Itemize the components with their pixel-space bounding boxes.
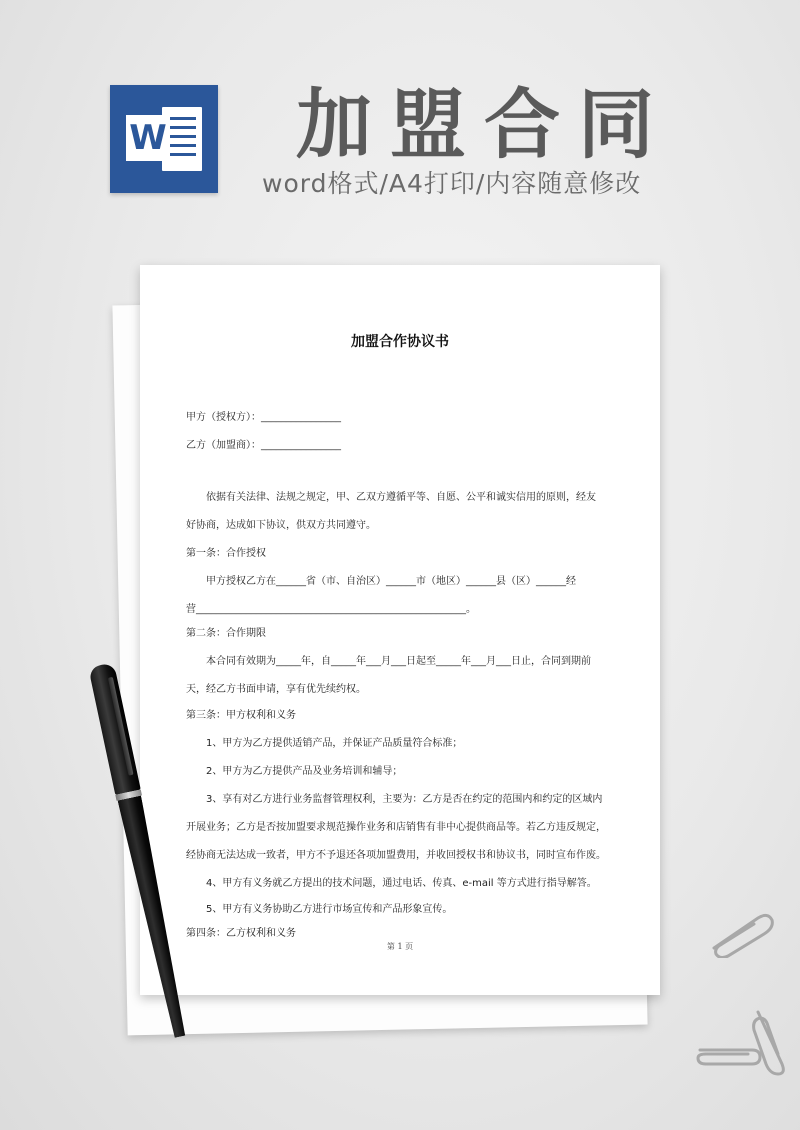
list-item: 4、甲方有义务就乙方提出的技术问题，通过电话、传真、e-mail 等方式进行指导解答。 xyxy=(206,878,597,889)
list-item: 3、享有对乙方进行业务监督管理权利，主要为：乙方是否在约定的范围内和约定的区域内 xyxy=(206,794,603,805)
list-item: 2、甲方为乙方提供产品及业务培训和辅导； xyxy=(206,766,403,777)
party-b-line: 乙方（加盟商）：________________ xyxy=(186,440,341,451)
paragraph-line: 营______________________________________________________。 xyxy=(186,604,476,615)
document-title: 加盟合作协议书 xyxy=(351,334,449,350)
word-logo-icon xyxy=(110,85,218,193)
paragraph-line: 好协商，达成如下协议，供双方共同遵守。 xyxy=(186,520,376,531)
list-item: 1、甲方为乙方提供适销产品，并保证产品质量符合标准； xyxy=(206,738,463,749)
article-heading: 第三条：甲方权利和义务 xyxy=(186,710,296,721)
article-heading: 第四条：乙方权利和义务 xyxy=(186,928,296,939)
paper-clip-icon xyxy=(694,1040,764,1070)
list-item: 5、甲方有义务协助乙方进行市场宣传和产品形象宣传。 xyxy=(206,904,453,915)
document-page xyxy=(140,265,660,995)
article-heading: 第一条：合作授权 xyxy=(186,548,266,559)
paragraph-line: 天，经乙方书面申请，享有优先续约权。 xyxy=(186,684,366,695)
paragraph-line: 开展业务；乙方是否按加盟要求规范操作业务和店销售有非中心提供商品等。若乙方违反规定， xyxy=(186,822,606,833)
paper-clip-icon xyxy=(706,908,776,958)
party-a-line: 甲方（授权方）：________________ xyxy=(186,412,341,423)
article-heading: 第二条：合作期限 xyxy=(186,628,266,639)
word-logo-letter: W xyxy=(126,115,170,161)
paragraph-line: 经协商无法达成一致者，甲方不予退还各项加盟费用，并收回授权书和协议书，同时宣布作废。 xyxy=(186,850,606,861)
page-title: 加盟合同 xyxy=(296,80,672,169)
page-subtitle: word格式/A4打印/内容随意修改 xyxy=(262,169,642,198)
paragraph-line: 本合同有效期为_____年，自_____年___月___日起至_____年___月___日止，合同到期前 xyxy=(206,656,591,667)
paragraph-line: 依据有关法律、法规之规定，甲、乙双方遵循平等、自愿、公平和诚实信用的原则，经友 xyxy=(206,492,596,503)
page-number: 第 1 页 xyxy=(386,942,414,951)
paragraph-line: 甲方授权乙方在______省（市、自治区）______市（地区）______县（区）______经 xyxy=(206,576,576,587)
